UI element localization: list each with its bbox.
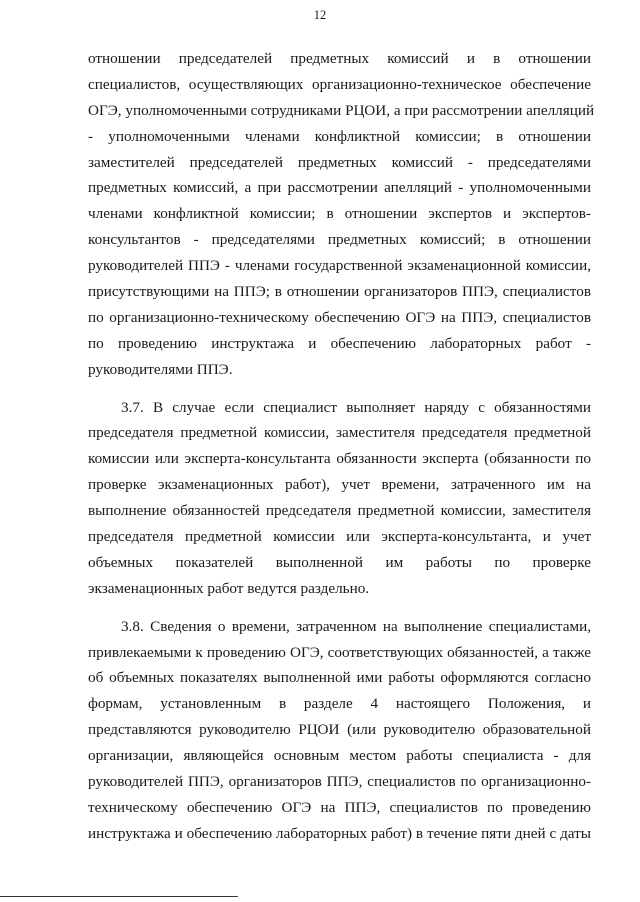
text-line: инструктажа и обеспечению лабораторных работ) в течение пяти дней с даты: [88, 824, 591, 842]
text-line: привлекаемыми к проведению ОГЭ, соответствующих обязанностей, а также: [88, 643, 591, 661]
text-line: объемных показателей выполненной им работы по проверке: [88, 553, 591, 571]
text-line: ОГЭ, уполномоченными сотрудниками РЦОИ, а при рассмотрении апелляций: [88, 101, 595, 119]
text-line: 3.7. В случае если специалист выполняет наряду с обязанностями: [121, 398, 591, 416]
text-line: по организационно-техническому обеспечению ОГЭ на ППЭ, специалистов: [88, 308, 591, 326]
text-line: заместителей председателей предметных комиссий - председателями: [88, 153, 591, 171]
text-line: об объемных показателях выполненной ими работы оформляются согласно: [88, 669, 591, 687]
footnote-separator: [0, 896, 238, 897]
text-line: 3.8. Сведения о времени, затраченном на выполнение специалистами,: [121, 617, 591, 635]
paragraph-section-3-8: [88, 614, 591, 847]
text-line: формам, установленным в разделе 4 настоящего Положения, и: [88, 695, 591, 713]
text-line: представляются руководителю РЦОИ (или руководителю образовательной: [88, 721, 591, 739]
paragraph-section-3-7: [88, 395, 591, 602]
text-line: руководителей ППЭ - членами государственной экзаменационной комиссии,: [88, 257, 591, 275]
text-line: предметных комиссий, а при рассмотрении апелляций - уполномоченными: [88, 179, 591, 197]
text-line: консультантов - председателями предметных комиссий; в отношении: [88, 231, 591, 249]
text-line: по проведению инструктажа и обеспечению лабораторных работ -: [88, 334, 591, 352]
text-line: проверке экзаменационных работ), учет времени, затраченного им на: [88, 476, 591, 494]
text-line: руководителями ППЭ.: [88, 360, 233, 378]
text-line: руководителей ППЭ, организаторов ППЭ, специалистов по организационно-: [88, 773, 591, 791]
text-line: - уполномоченными членами конфликтной комиссии; в отношении: [88, 127, 591, 145]
paragraph-continuation: [88, 46, 595, 383]
text-line: комиссии или эксперта-консультанта обязанности эксперта (обязанности по: [88, 450, 591, 468]
text-line: присутствующими на ППЭ; в отношении организаторов ППЭ, специалистов: [88, 283, 591, 301]
text-line: отношении председателей предметных комиссий и в отношении: [88, 50, 591, 67]
text-line: техническому обеспечению ОГЭ на ППЭ, специалистов по проведению: [88, 798, 591, 816]
text-line: организации, являющейся основным местом работы специалиста - для: [88, 747, 591, 765]
text-line: специалистов, осуществляющих организационно-техническое обеспечение: [88, 75, 591, 93]
text-line: председателя предметной комиссии или эксперта-консультанта, и учет: [88, 528, 591, 546]
page-number: 12: [313, 8, 327, 22]
text-line: выполнение обязанностей председателя предметной комиссии, заместителя: [88, 502, 591, 520]
text-line: председателя предметной комиссии, заместителя председателя предметной: [88, 424, 591, 442]
text-line: экзаменационных работ ведутся раздельно.: [88, 579, 370, 597]
document-body: [88, 46, 595, 847]
text-line: членами конфликтной комиссии; в отношении экспертов и экспертов-: [88, 205, 591, 223]
